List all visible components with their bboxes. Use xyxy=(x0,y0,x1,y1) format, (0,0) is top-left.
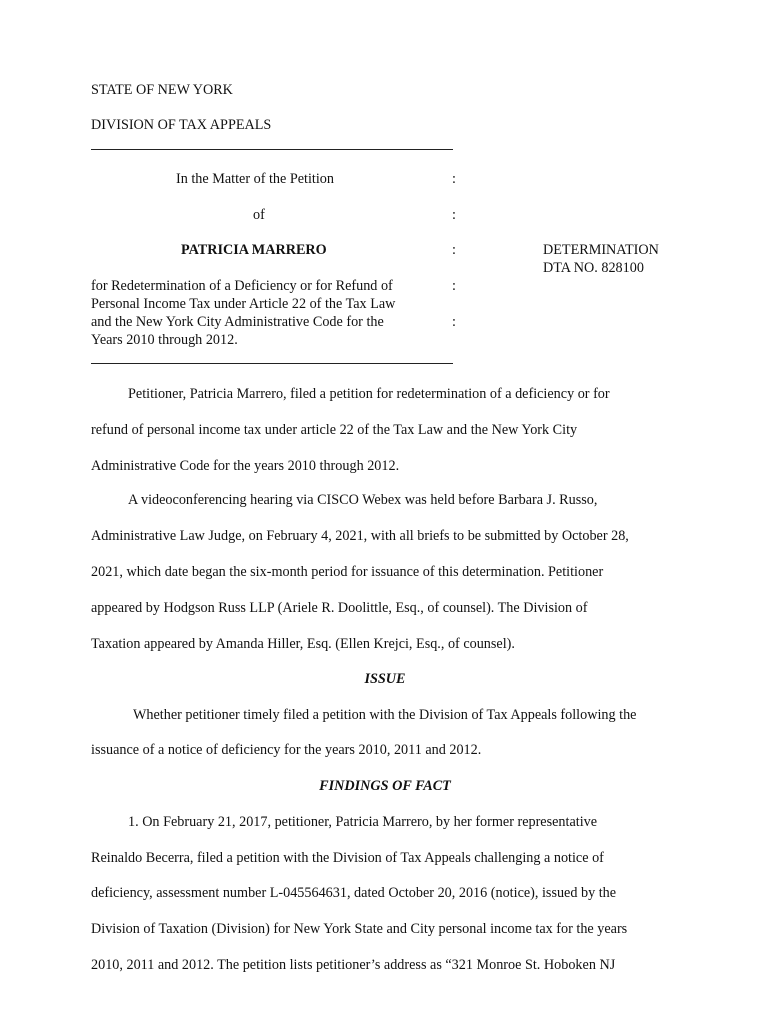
caption-colon: : xyxy=(452,171,456,187)
paragraph-line: A videoconferencing hearing via CISCO Webex was held before Barbara J. Russo, xyxy=(128,492,598,508)
paragraph-line: issuance of a notice of deficiency for the years 2010, 2011 and 2012. xyxy=(91,742,482,758)
paragraph-line: appeared by Hodgson Russ LLP (Ariele R. Doolittle, Esq., of counsel). The Division of xyxy=(91,600,588,616)
paragraph-line: Administrative Code for the years 2010 through 2012. xyxy=(91,458,400,474)
caption-description-line: Years 2010 through 2012. xyxy=(91,332,238,348)
caption-bottom-rule xyxy=(91,363,453,364)
paragraph-line: Petitioner, Patricia Marrero, filed a petition for redetermination of a deficiency or for xyxy=(128,386,610,402)
petitioner-name: PATRICIA MARRERO xyxy=(181,242,327,258)
dta-number: DTA NO. 828100 xyxy=(543,260,644,276)
paragraph-line: Administrative Law Judge, on February 4, 2021, with all briefs to be submitted by October 28, xyxy=(91,528,629,544)
paragraph-line: 2010, 2011 and 2012. The petition lists petitioner’s address as “321 Monroe St. Hoboken NJ xyxy=(91,957,616,973)
paragraph-line: refund of personal income tax under article 22 of the Tax Law and the New York City xyxy=(91,422,578,438)
caption-colon: : xyxy=(452,278,456,294)
matter-line: In the Matter of the Petition xyxy=(176,171,334,187)
of-line: of xyxy=(253,207,265,223)
caption-colon: : xyxy=(452,207,456,223)
document-type: DETERMINATION xyxy=(543,242,659,258)
caption-description-line: Personal Income Tax under Article 22 of the Tax Law xyxy=(91,296,396,312)
paragraph-line: Division of Taxation (Division) for New York State and City personal income tax for the years xyxy=(91,921,628,937)
issue-heading: ISSUE xyxy=(364,671,406,687)
paragraph-line: 2021, which date began the six-month period for issuance of this determination. Petitioner xyxy=(91,564,604,580)
caption-top-rule xyxy=(91,149,453,150)
paragraph-line: deficiency, assessment number L-045564631, dated October 20, 2016 (notice), issued by the xyxy=(91,885,617,901)
caption-colon: : xyxy=(452,242,456,258)
caption-description-line: for Redetermination of a Deficiency or for Refund of xyxy=(91,278,393,294)
paragraph-line: 1. On February 21, 2017, petitioner, Patricia Marrero, by her former representative xyxy=(128,814,598,830)
paragraph-line: Reinaldo Becerra, filed a petition with the Division of Tax Appeals challenging a notice of xyxy=(91,850,604,866)
division-heading: DIVISION OF TAX APPEALS xyxy=(91,117,272,133)
state-heading: STATE OF NEW YORK xyxy=(91,82,233,98)
paragraph-line: Taxation appeared by Amanda Hiller, Esq. (Ellen Krejci, Esq., of counsel). xyxy=(91,636,515,652)
findings-heading: FINDINGS OF FACT xyxy=(319,778,451,794)
caption-description-line: and the New York City Administrative Code for the xyxy=(91,314,384,330)
caption-colon: : xyxy=(452,314,456,330)
paragraph-line: Whether petitioner timely filed a petition with the Division of Tax Appeals following the xyxy=(133,707,637,723)
